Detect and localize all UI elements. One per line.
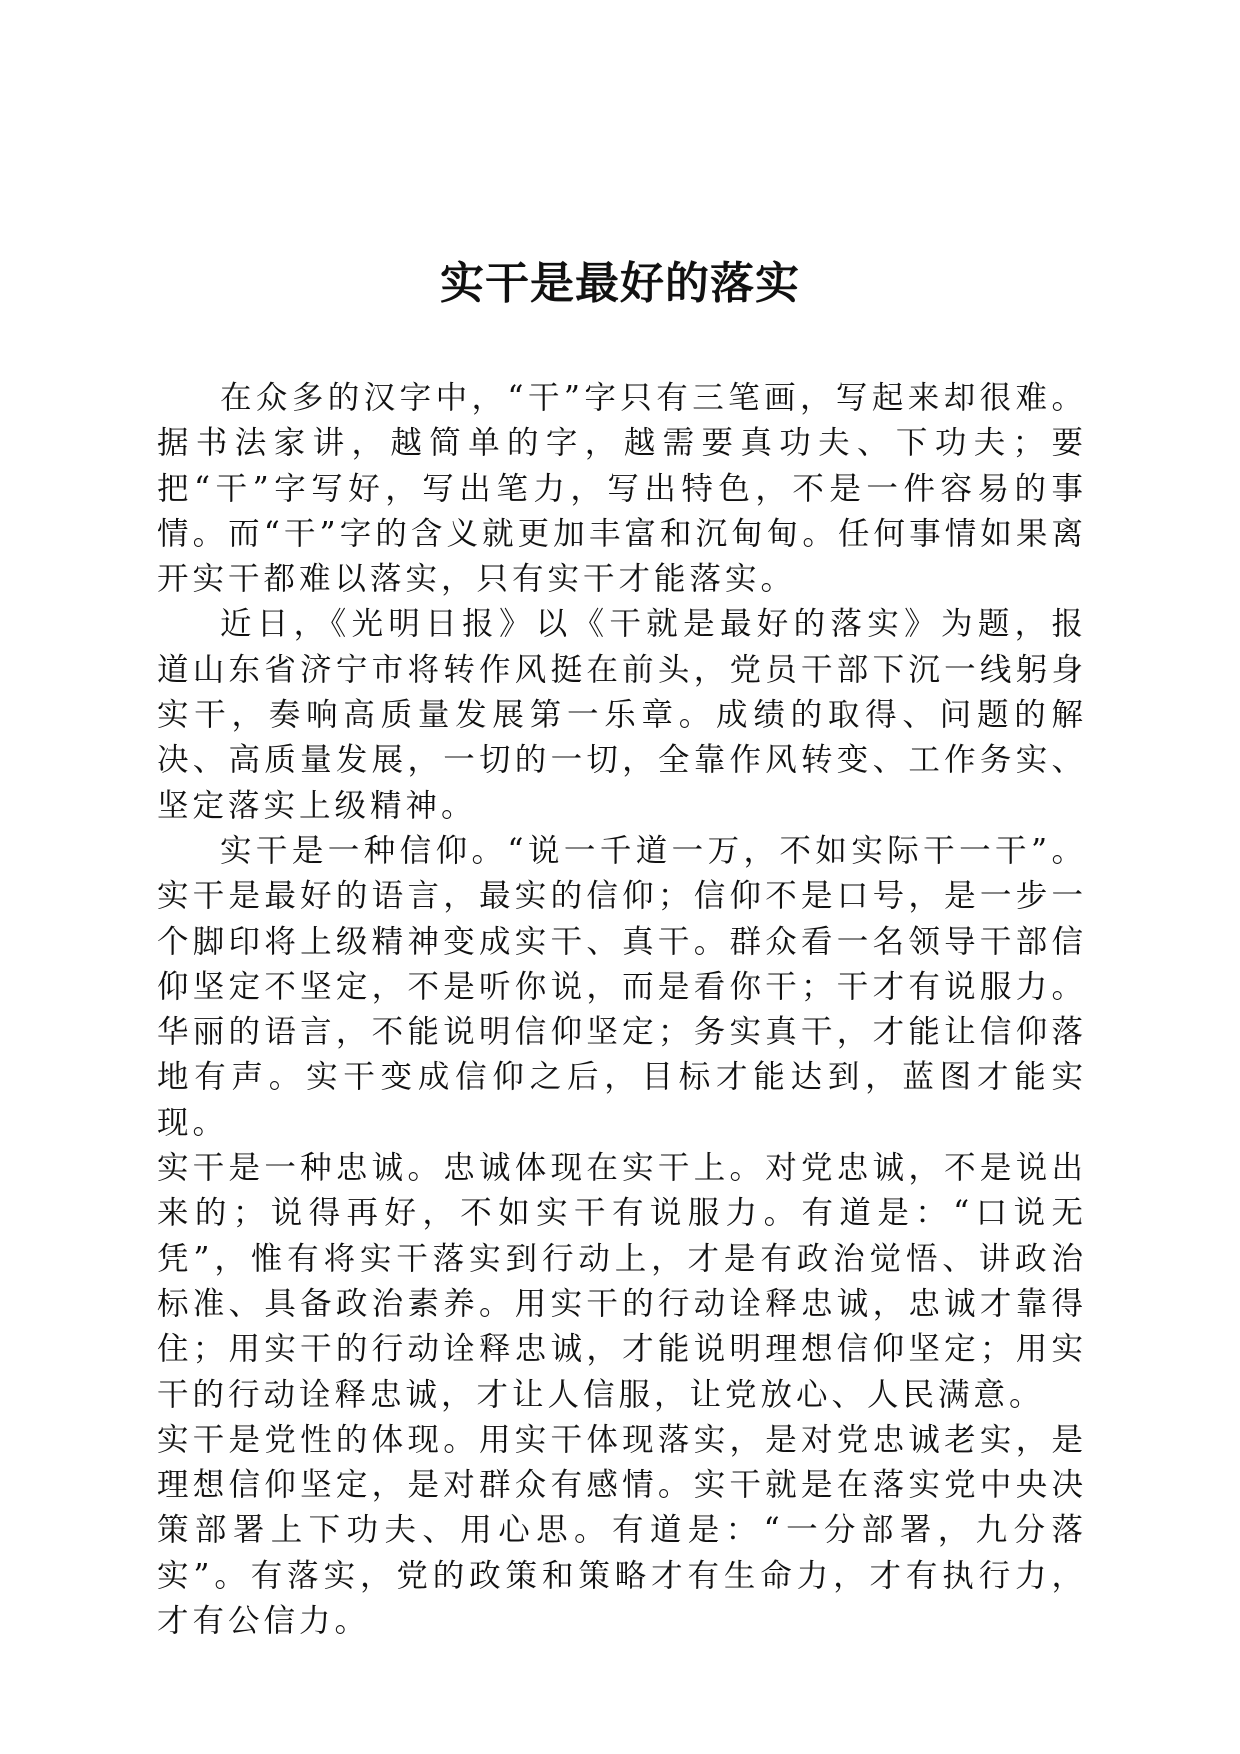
document-body [157, 376, 1087, 1644]
paragraph-1: 在众多的汉字中，“干”字只有三笔画，写起来却很难。据书法家讲，越简单的字，越需要真功夫、下功夫；要把“干”字写好，写出笔力，写出特色，不是一件容易的事情。而“干”字的含义就更加丰富和沉甸甸。任何事情如果离开实干都难以落实，只有实干才能落实。 [157, 380, 1087, 598]
document-title: 实干是最好的落实 [440, 258, 800, 309]
paragraph-3: 实干是一种信仰。“说一千道一万，不如实际干一干”。实干是最好的语言，最实的信仰；信仰不是口号，是一步一个脚印将上级精神变成实干、真干。群众看一名领导干部信仰坚定不坚定，不是听你说，而是看你干；干才有说服力。华丽的语言，不能说明信仰坚定；务实真干，才能让信仰落地有声。实干变成信仰之后，目标才能达到，蓝图才能实现。 [157, 832, 1087, 1141]
paragraph-5: 实干是党性的体现。用实干体现落实，是对党忠诚老实，是理想信仰坚定，是对群众有感情。实干就是在落实党中央决策部署上下功夫、用心思。有道是：“一分部署，九分落实”。有落实，党的政策和策略才有生命力，才有执行力，才有公信力。 [157, 1421, 1087, 1640]
paragraph-2: 近日，《光明日报》以《干就是最好的落实》为题，报道山东省济宁市将转作风挺在前头，党员干部下沉一线躬身实干，奏响高质量发展第一乐章。成绩的取得、问题的解决、高质量发展，一切的一切，全靠作风转变、工作务实、坚定落实上级精神。 [157, 606, 1087, 824]
paragraph-4: 实干是一种忠诚。忠诚体现在实干上。对党忠诚，不是说出来的；说得再好，不如实干有说服力。有道是：“口说无凭”，惟有将实干落实到行动上，才是有政治觉悟、讲政治标准、具备政治素养。用实干的行动诠释忠诚，忠诚才靠得住；用实干的行动诠释忠诚，才能说明理想信仰坚定；用实干的行动诠释忠诚，才让人信服，让党放心、人民满意。 [157, 1150, 1087, 1413]
